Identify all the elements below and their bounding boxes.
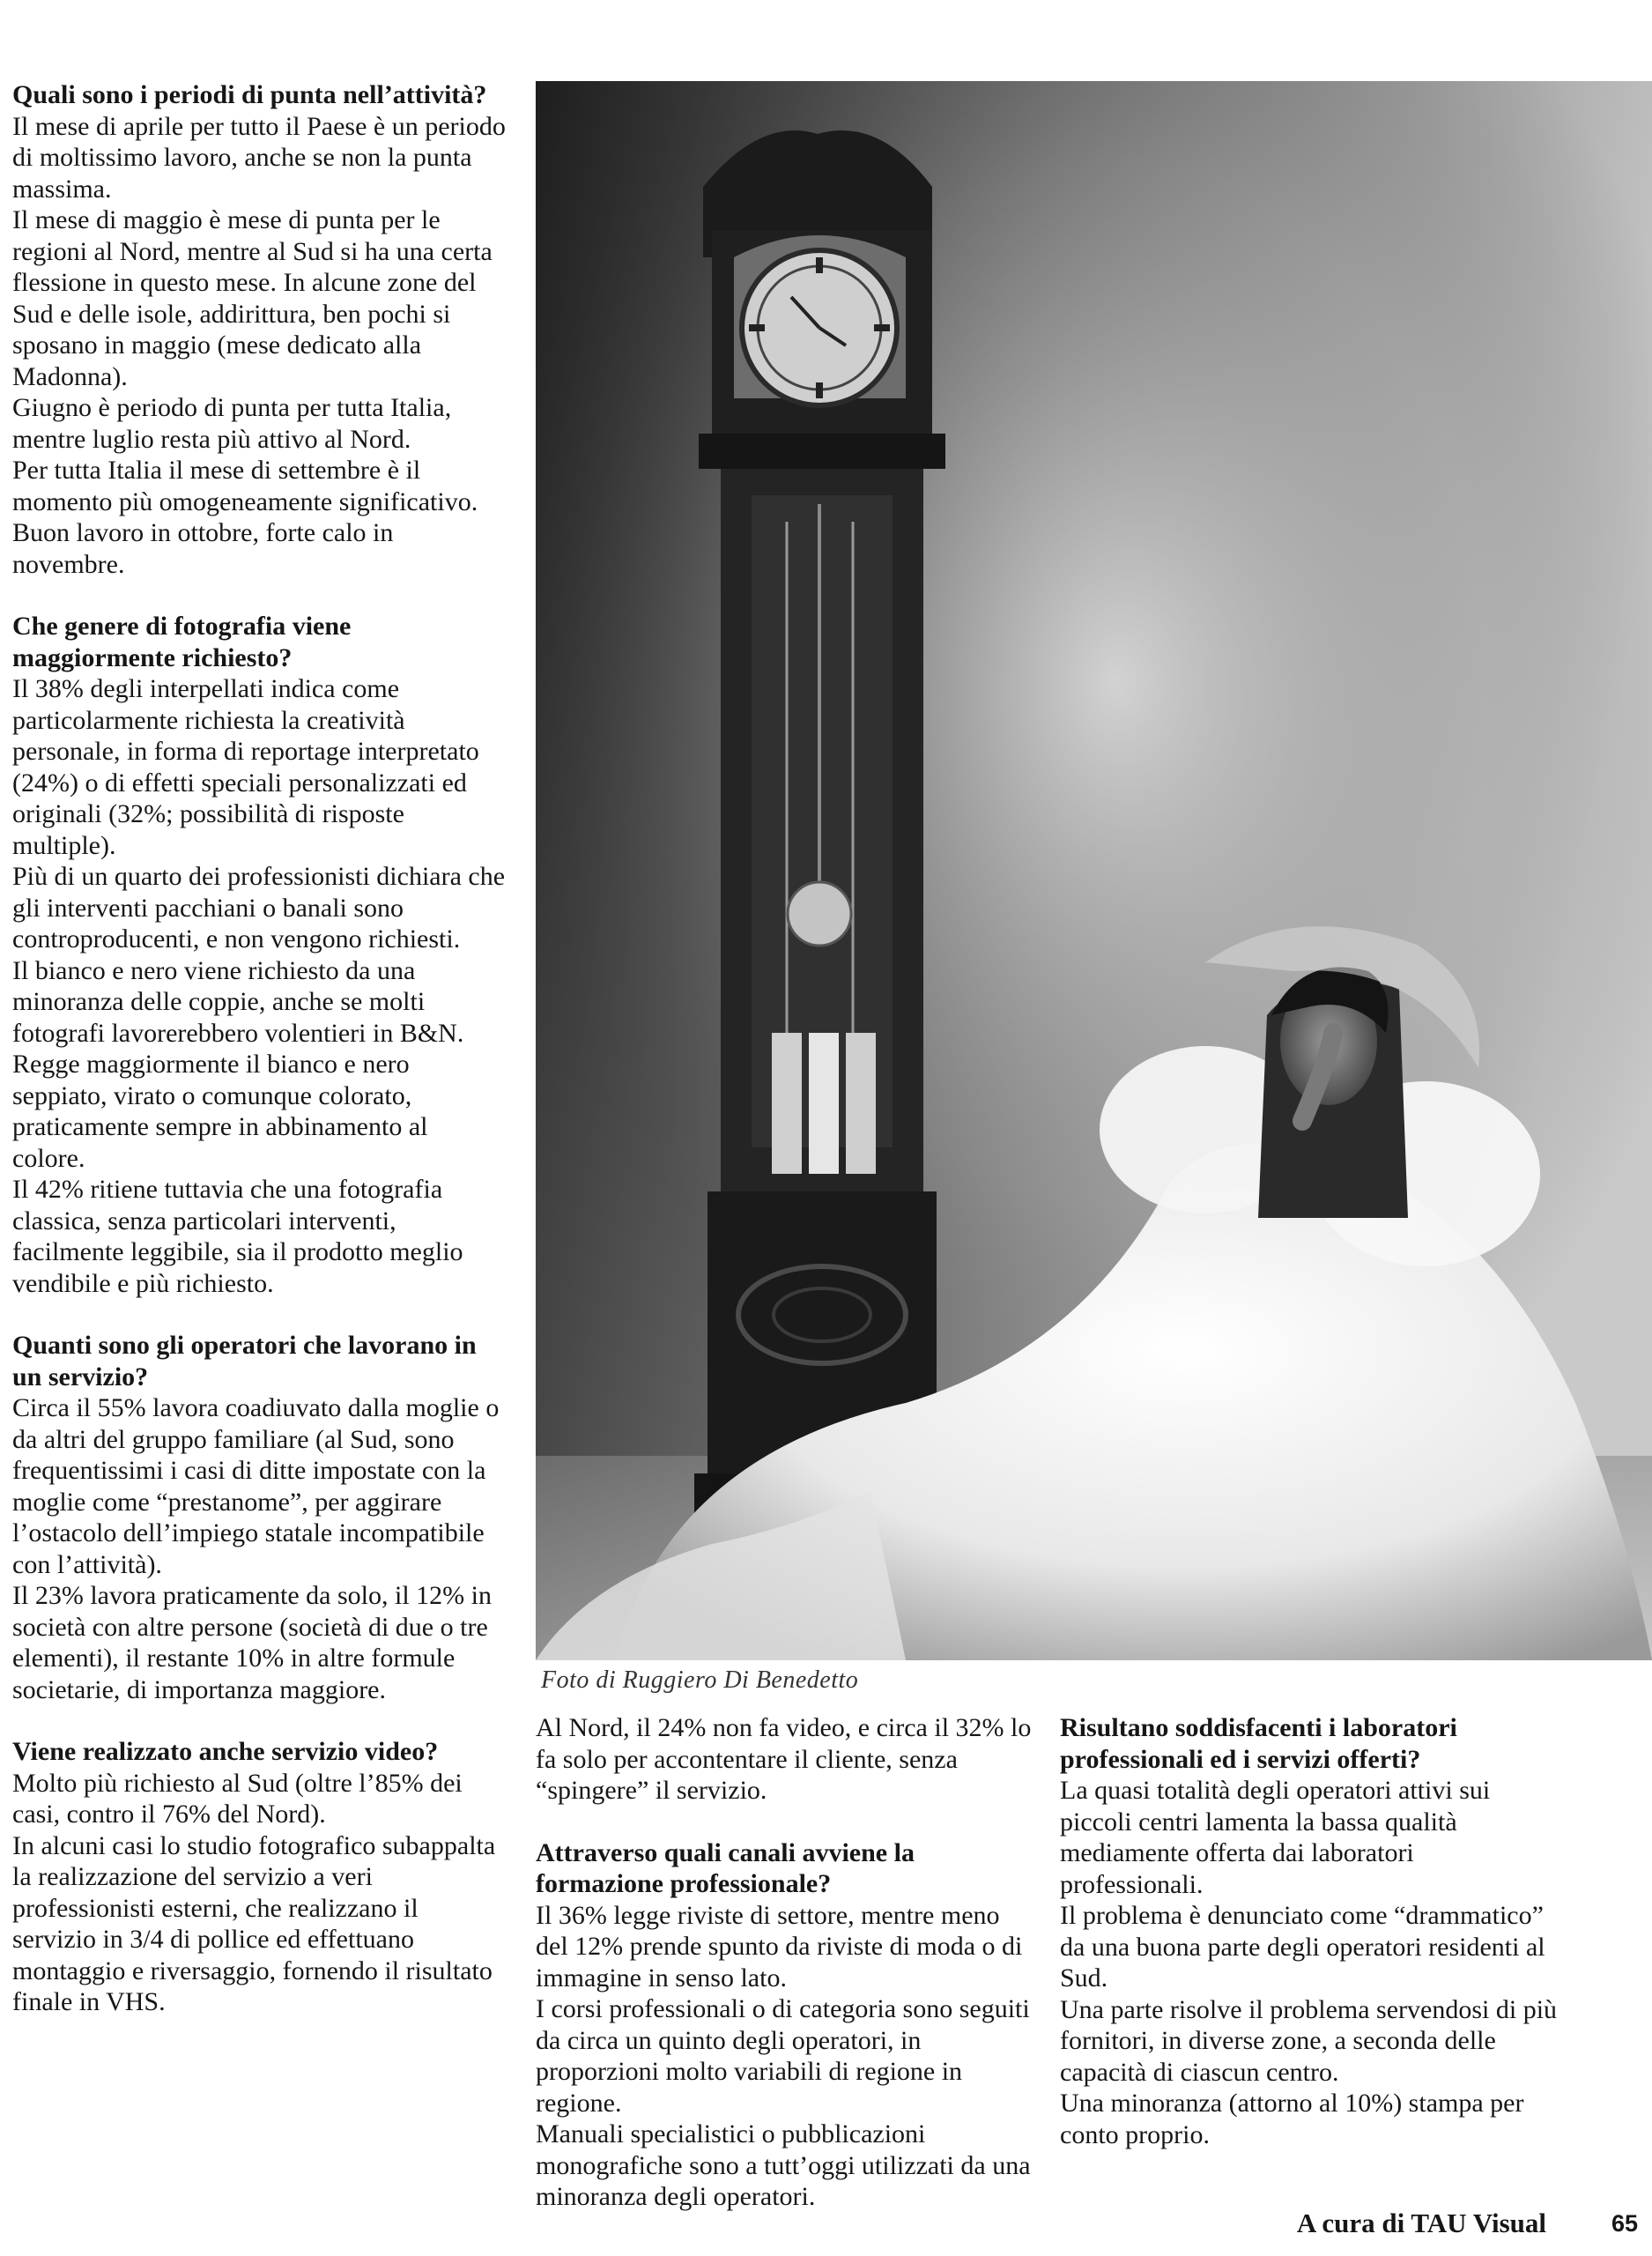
section-paragraph: Il bianco e nero viene richiesto da una minoranza delle coppie, anche se molti fotografi lavorerebbero volentieri in B&N.	[12, 955, 464, 1048]
article-section	[12, 79, 506, 580]
section-paragraph: Manuali specialistici o pubblicazioni monografiche sono a tutt’oggi utilizzati da una minoranza degli operatori.	[536, 2119, 1031, 2211]
grandfather-clock	[694, 130, 950, 1526]
section-paragraph: Circa il 55% lavora coadiuvato dalla moglie o da altri del gruppo familiare (al Sud, sono frequentissimi i casi di ditte impostate con la moglie come “prestanome”, per aggirare l’ostacolo dell’impiego statale incompatibile con l’attività).	[12, 1393, 500, 1579]
section-paragraph: Molto più richiesto al Sud (oltre l’85% dei casi, contro il 76% del Nord).	[12, 1768, 463, 1829]
article-column-right	[1060, 1712, 1562, 2150]
section-question: Risultano soddisfacenti i laboratori professionali ed i servizi offerti?	[1060, 1713, 1457, 1774]
section-question: Quali sono i periodi di punta nell’attività?	[12, 80, 487, 109]
section-question: Che genere di fotografia viene maggiormente richiesto?	[12, 612, 352, 672]
section-paragraph: Buon lavoro in ottobre, forte calo in novembre.	[12, 518, 394, 579]
article-section	[12, 1330, 506, 1705]
section-paragraph: Al Nord, il 24% non fa video, e circa il 32% lo fa solo per accontentare il cliente, senza “spingere” il servizio.	[536, 1713, 1032, 1805]
section-question: Quanti sono gli operatori che lavorano in un servizio?	[12, 1331, 477, 1391]
section-paragraph: Il mese di aprile per tutto il Paese è un periodo di moltissimo lavoro, anche se non la punta massima.	[12, 111, 506, 204]
article-column-middle	[536, 1712, 1038, 2213]
section-question: Attraverso quali canali avviene la formazione professionale?	[536, 1837, 915, 1898]
clock-pendulum	[788, 882, 851, 946]
article-section	[1060, 1712, 1562, 2150]
footer-credit: A cura di TAU Visual	[1296, 2208, 1546, 2238]
section-paragraph: La quasi totalità degli operatori attivi sui piccoli centri lamenta la bassa qualità mediamente offerta dai laboratori professionali.	[1060, 1776, 1491, 1899]
article-column-left	[12, 79, 506, 2018]
article-section	[12, 1736, 506, 2018]
section-paragraph: Il 42% ritiene tuttavia che una fotografia classica, senza particolari interventi, facilmente leggibile, sia il prodotto meglio vendibile e più richiesto.	[12, 1175, 463, 1298]
section-paragraph: Una parte risolve il problema servendosi di più fornitori, in diverse zone, a seconda delle capacità di ciascun centro.	[1060, 1994, 1558, 2087]
photo-caption: Foto di Ruggiero Di Benedetto	[541, 1666, 859, 1694]
section-paragraph: Il mese di maggio è mese di punta per le regioni al Nord, mentre al Sud si ha una certa flessione in questo mese. In alcune zone del Sud e delle isole, addirittura, ben pochi si sposano in maggio (mese dedicato alla Madonna).	[12, 205, 493, 391]
section-paragraph: Il 38% degli interpellati indica come particolarmente richiesta la creatività personale, in forma di reportage interpretato (24%) o di effetti speciali personalizzati ed originali (32%; possibilità di risposte multiple).	[12, 674, 479, 860]
article-section	[536, 1837, 1038, 2213]
article-section	[536, 1712, 1038, 1807]
section-paragraph: Il 23% lavora praticamente da solo, il 12% in società con altre persone (società di due o tre elementi), il restante 10% in altre formule societarie, di importanza maggiore.	[12, 1581, 492, 1704]
wedding-photo	[536, 81, 1652, 1660]
page-number: 65	[1611, 2210, 1638, 2237]
section-paragraph: Il problema è denunciato come “drammatico” da una buona parte degli operatori residenti al Sud.	[1060, 1901, 1545, 1993]
section-paragraph: Il 36% legge riviste di settore, mentre meno del 12% prende spunto da riviste di moda o di immagine in senso lato.	[536, 1900, 1023, 1993]
section-paragraph: Regge maggiormente il bianco e nero seppiato, virato o comunque colorato, praticamente sempre in abbinamento al colore.	[12, 1050, 428, 1173]
section-paragraph: Più di un quarto dei professionisti dichiara che gli interventi pacchiani o banali sono controproducenti, e non vengono richiesti.	[12, 862, 506, 954]
section-paragraph: I corsi professionali o di categoria sono seguiti da circa un quinto degli operatori, in proporzioni molto variabili di regione in regione.	[536, 1994, 1030, 2118]
article-section	[12, 611, 506, 1299]
section-paragraph: In alcuni casi lo studio fotografico subappalta la realizzazione del servizio a veri professionisti esterni, che realizzano il servizio in 3/4 di pollice ed effettuano montaggio e riversaggio, fornendo il risultato finale in VHS.	[12, 1830, 496, 2016]
photo-illustration	[536, 81, 1652, 1660]
section-paragraph: Per tutta Italia il mese di settembre è il momento più omogeneamente significativo.	[12, 456, 478, 516]
section-paragraph: Giugno è periodo di punta per tutta Italia, mentre luglio resta più attivo al Nord.	[12, 393, 452, 454]
section-paragraph: Una minoranza (attorno al 10%) stampa per conto proprio.	[1060, 2089, 1524, 2149]
section-question: Viene realizzato anche servizio video?	[12, 1737, 439, 1766]
